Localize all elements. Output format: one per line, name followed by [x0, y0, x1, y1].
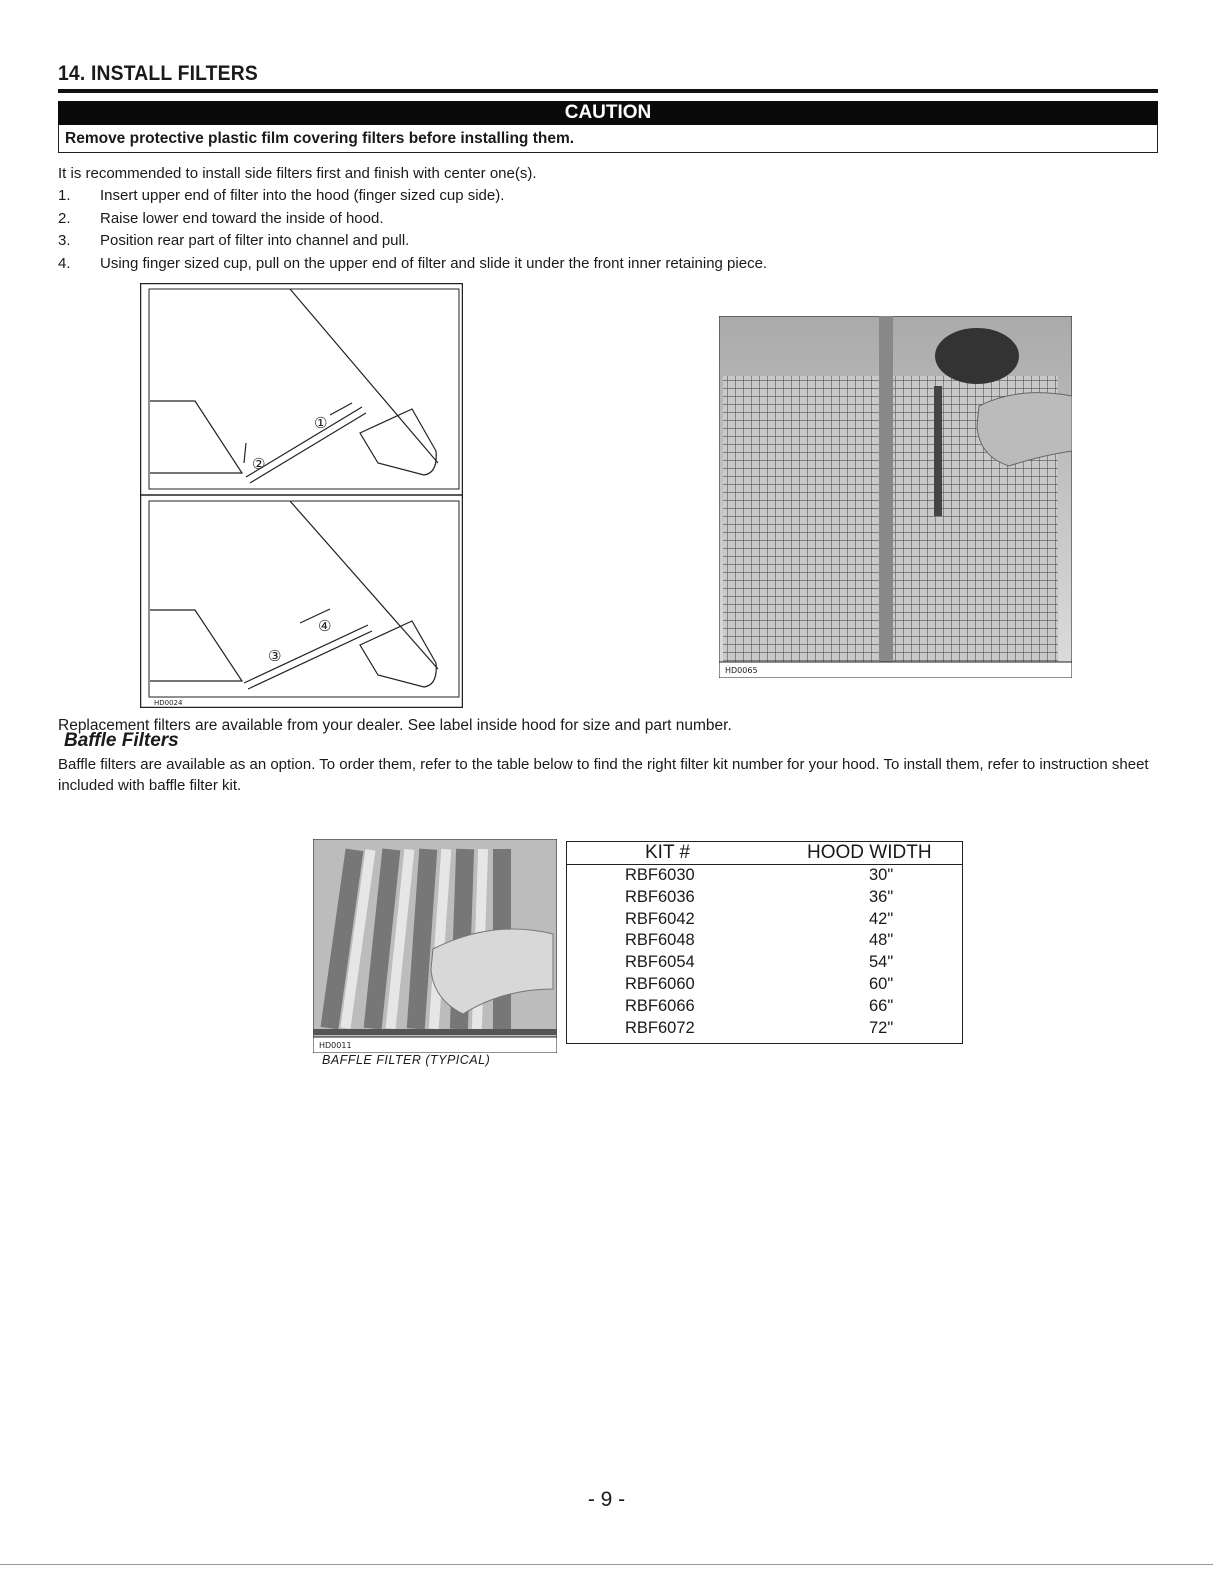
table-row	[567, 909, 962, 931]
step-item	[58, 230, 767, 253]
step-item	[58, 253, 767, 276]
kit-cell: RBF6042	[625, 909, 695, 928]
table-row	[567, 865, 962, 887]
section-title: 14. INSTALL FILTERS	[58, 62, 258, 85]
title-rule	[58, 89, 1158, 93]
diagram-code: HD0024	[154, 699, 183, 707]
baffle-text: Baffle filters are available as an option. To order them, refer to the table below to find the right filter kit number for your hood. To install them, refer to instruction sheet included with baffle filter kit.	[58, 756, 1149, 794]
baffle-filter-photo	[313, 839, 557, 1053]
width-cell: 30"	[869, 866, 894, 884]
baffle-caption: BAFFLE FILTER (TYPICAL)	[322, 1053, 491, 1067]
callout-4: ④	[318, 617, 332, 635]
bottom-rule	[0, 1564, 1213, 1565]
step-item	[58, 208, 767, 231]
table-row	[567, 930, 962, 952]
step-number: 1.	[58, 187, 71, 204]
step-text: Raise lower end toward the inside of hood.	[100, 209, 384, 227]
step-item	[58, 185, 767, 208]
width-cell: 36"	[869, 887, 894, 906]
table-row	[567, 996, 962, 1018]
replacement-text: Replacement filters are available from your dealer. See label inside hood for size and part number.	[58, 717, 732, 734]
baffle-photo-code: HD0011	[319, 1041, 352, 1050]
hood-photo-code: HD0065	[725, 666, 758, 675]
hood-filter-photo	[719, 316, 1072, 678]
callout-2: ②	[252, 455, 266, 473]
header-kit: KIT #	[645, 842, 691, 863]
intro-text: It is recommended to install side filters first and finish with center one(s).	[58, 165, 537, 182]
install-steps	[58, 185, 767, 275]
page-number: - 9 -	[587, 1488, 626, 1511]
width-cell: 60"	[869, 974, 894, 993]
kit-cell: RBF6036	[625, 887, 695, 906]
table-header	[567, 842, 962, 865]
step-text: Using finger sized cup, pull on the upper end of filter and slide it under the front inner retaining piece.	[100, 254, 768, 272]
kit-cell: RBF6066	[625, 996, 695, 1015]
caution-label: CAUTION	[58, 101, 1158, 125]
step-text: Position rear part of filter into channel and pull.	[100, 232, 410, 249]
width-cell: 66"	[869, 996, 894, 1015]
kit-table	[566, 841, 963, 1044]
table-row	[567, 952, 962, 974]
filter-install-diagram	[140, 283, 463, 708]
baffle-heading: Baffle Filters	[64, 730, 179, 751]
step-number: 4.	[58, 254, 71, 272]
kit-cell: RBF6072	[625, 1018, 695, 1037]
header-hood-width: HOOD WIDTH	[807, 842, 932, 863]
step-text: Insert upper end of filter into the hood (finger sized cup side).	[100, 187, 505, 204]
width-cell: 42"	[869, 909, 894, 928]
width-cell: 72"	[869, 1018, 894, 1037]
caution-text: Remove protective plastic film covering filters before installing them.	[58, 125, 1158, 153]
width-cell: 54"	[869, 953, 894, 972]
table-row	[567, 974, 962, 996]
kit-cell: RBF6048	[625, 931, 695, 950]
table-row	[567, 1018, 962, 1040]
step-number: 2.	[58, 209, 71, 227]
kit-cell: RBF6054	[625, 953, 695, 972]
table-row	[567, 887, 962, 909]
kit-cell: RBF6060	[625, 974, 695, 993]
step-number: 3.	[58, 232, 71, 249]
callout-1: ①	[314, 414, 328, 432]
kit-cell: RBF6030	[625, 866, 695, 884]
width-cell: 48"	[869, 931, 894, 950]
callout-3: ③	[268, 647, 282, 665]
